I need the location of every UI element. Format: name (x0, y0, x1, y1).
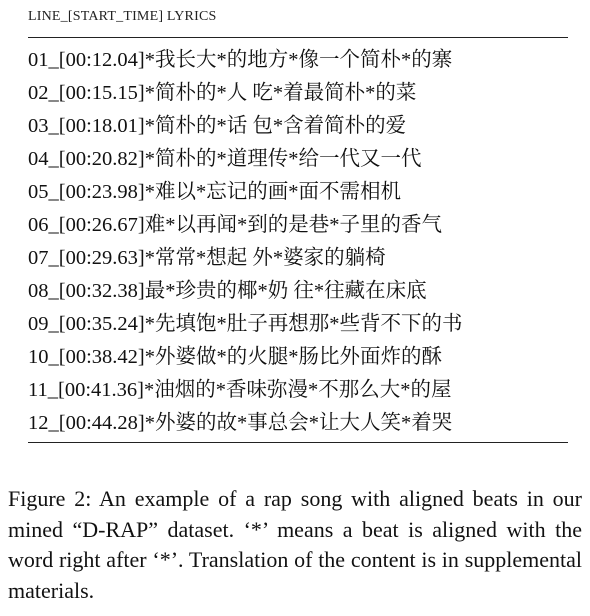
table-header: LINE_[START_TIME] LYRICS (28, 9, 217, 24)
table-row: 04_[00:20.82]*简朴的*道理传*给一代又一代 (28, 148, 422, 170)
figure-caption: Figure 2: An example of a rap song with aligned beats in our mined “D-RAP” dataset. ‘*’ means a beat is aligned with the word right after ‘*’. Translation of the content is in supplemental materials. (8, 486, 582, 603)
table-row: 03_[00:18.01]*简朴的*话 包*含着简朴的爱 (28, 115, 407, 137)
table-bottom-rule (28, 442, 568, 443)
lyrics-table (28, 6, 568, 434)
table-rows (28, 44, 568, 440)
table-top-rule (28, 37, 568, 38)
table-row: 08_[00:32.38]最*珍贵的椰*奶 往*往藏在床底 (28, 280, 427, 302)
table-row: 05_[00:23.98]*难以*忘记的画*面不需相机 (28, 181, 401, 203)
table-row: 12_[00:44.28]*外婆的故*事总会*让大人笑*着哭 (28, 412, 453, 434)
table-row: 10_[00:38.42]*外婆做*的火腿*肠比外面炸的酥 (28, 346, 442, 368)
table-row: 09_[00:35.24]*先填饱*肚子再想那*些背不下的书 (28, 313, 463, 335)
table-row: 06_[00:26.67]难*以再闻*到的是巷*子里的香气 (28, 214, 442, 236)
table-row: 02_[00:15.15]*简朴的*人 吃*着最简朴*的菜 (28, 82, 417, 104)
table-row: 01_[00:12.04]*我长大*的地方*像一个简朴*的寨 (28, 49, 453, 71)
table-row: 11_[00:41.36]*油烟的*香味弥漫*不那么大*的屋 (28, 379, 452, 401)
table-row: 07_[00:29.63]*常常*想起 外*婆家的躺椅 (28, 247, 386, 269)
